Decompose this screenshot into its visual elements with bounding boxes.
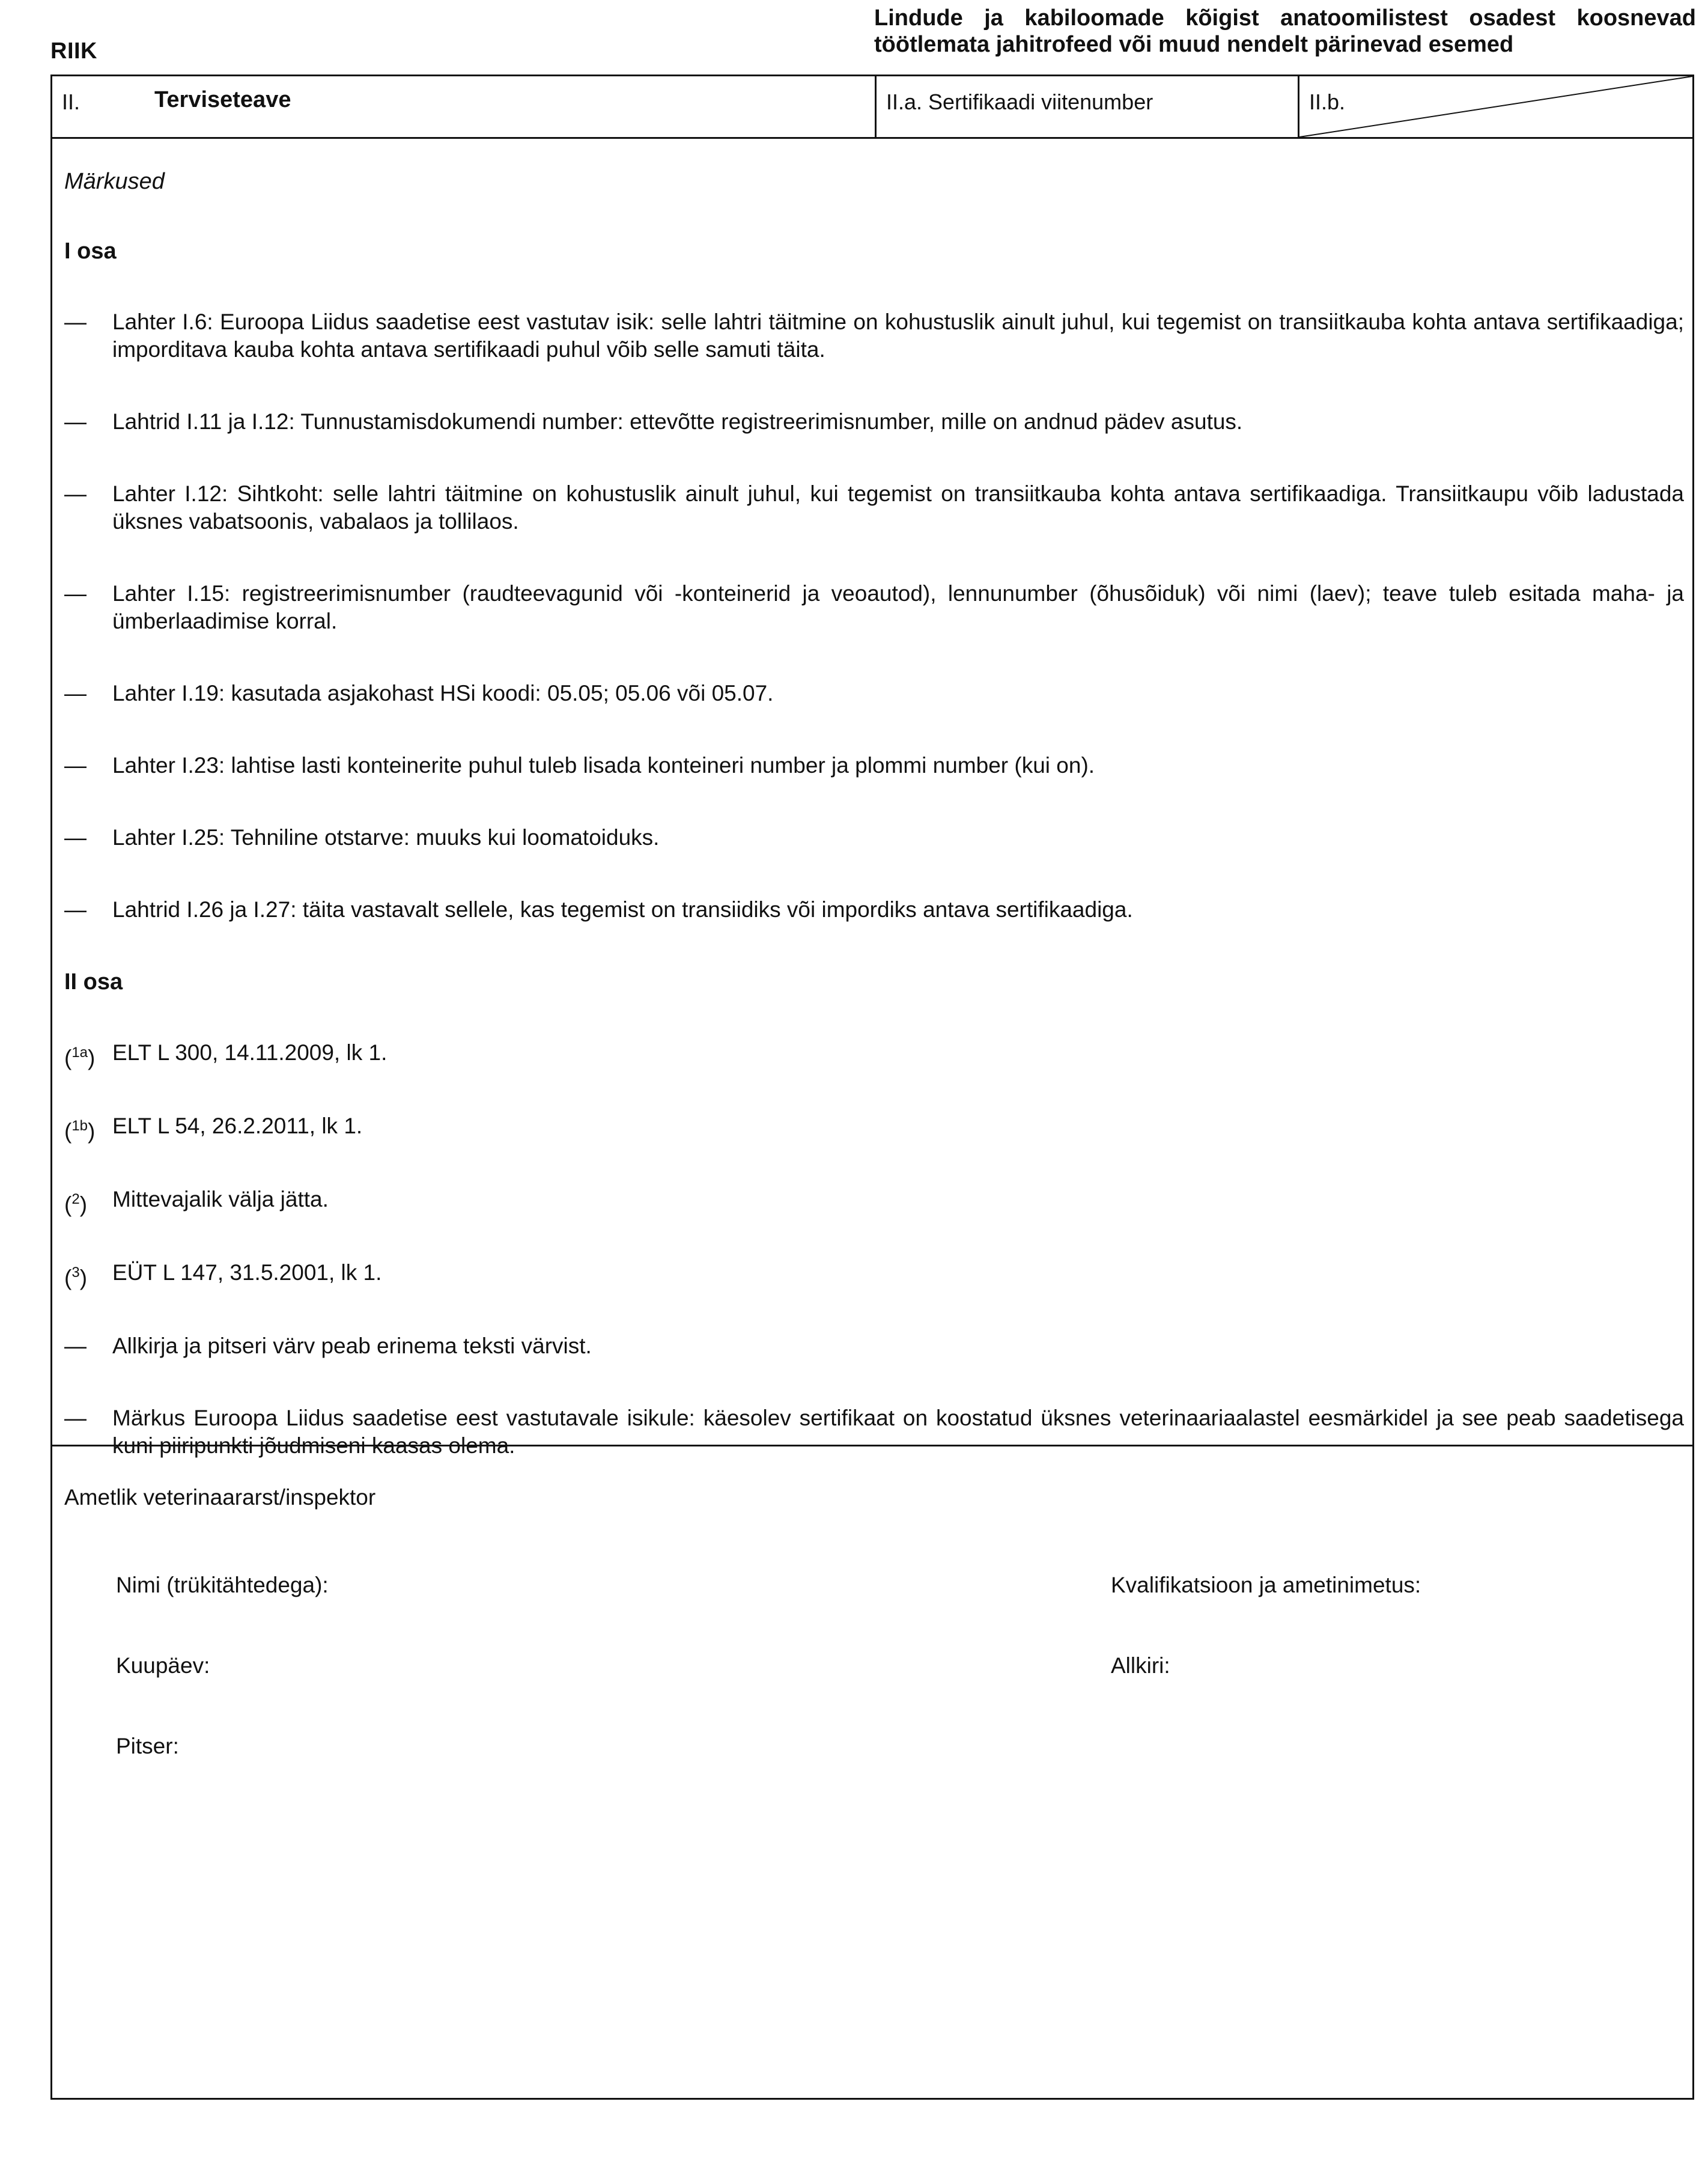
form-header-row: [52, 76, 1692, 139]
note-text: Lahter I.6: Euroopa Liidus saadetise eest vastutav isik: selle lahtri täitmine on kohustuslik ainult juhul, kui tegemist on transiitkauba kohta antava sertifikaadiga; imporditava kauba kohta antava sertifikaadi puhul võib selle samuti täita.: [112, 309, 1684, 362]
box-b-cell: [1299, 76, 1692, 137]
footnote: [64, 1039, 1684, 1070]
list-item: [64, 580, 1684, 635]
section-title: Terviseteave: [154, 87, 291, 112]
footnote: [64, 1259, 1684, 1290]
list-item: [64, 1332, 1684, 1360]
footnote-mark: ($^2$): [64, 1191, 88, 1217]
official-veterinarian-label: Ametlik veterinaararst/inspektor: [64, 1485, 376, 1510]
section-number: II.: [62, 90, 81, 114]
footnote-text: Mittevajalik välja jätta.: [112, 1187, 329, 1212]
footnote-text: ELT L 300, 14.11.2009, lk 1.: [112, 1040, 387, 1065]
note-text: Lahter I.23: lahtise lasti konteinerite puhul tuleb lisada konteineri number ja plommi number (kui on).: [112, 753, 1095, 778]
dash-mark: —: [64, 581, 87, 606]
notes-title: Märkused: [64, 169, 165, 194]
list-item: [64, 680, 1684, 707]
date-field-label: Kuupäev:: [116, 1653, 210, 1678]
diagonal-line: [1299, 76, 1692, 137]
stamp-field-label: Pitser:: [116, 1734, 179, 1758]
notes-body: [64, 237, 1684, 1504]
box-b-label: II.b.: [1309, 90, 1346, 114]
signature-section: [52, 1446, 1692, 2098]
dash-mark: —: [64, 681, 87, 706]
dash-mark: —: [64, 1406, 87, 1430]
certificate-title: Lindude ja kabiloomade kõigist anatoomilistest osadest koosnevad töötlemata jahitrofeed või muud nendelt pärinevad esemed: [874, 5, 1696, 57]
footnote-number: 2: [71, 1191, 80, 1207]
note-text: Lahter I.15: registreerimisnumber (raudteevagunid või -konteinerid ja veoautod), lennunumber (õhusõiduk) või nimi (laev); teave tuleb esitada maha- ja ümberlaadimise korral.: [112, 581, 1684, 633]
list-item: [64, 480, 1684, 535]
dash-mark: —: [64, 825, 87, 850]
list-item: [64, 308, 1684, 364]
dash-mark: —: [64, 753, 87, 778]
footnote-text: ELT L 54, 26.2.2011, lk 1.: [112, 1114, 363, 1138]
list-item: [64, 408, 1684, 436]
name-field-label: Nimi (trükitähtedega):: [116, 1573, 329, 1597]
footnote-text: EÜT L 147, 31.5.2001, lk 1.: [112, 1260, 382, 1285]
footnote-mark: ($^{1a}$): [64, 1044, 96, 1070]
qualification-field-label: Kvalifikatsioon ja ametinimetus:: [1111, 1573, 1421, 1597]
dash-mark: —: [64, 309, 87, 334]
footnote-mark: ($^{1b}$): [64, 1118, 96, 1144]
dash-mark: —: [64, 897, 87, 922]
footnote-number: 1a: [71, 1044, 88, 1061]
form-frame: [50, 75, 1694, 2100]
part1-heading: I osa: [64, 239, 117, 264]
list-item: [64, 896, 1684, 924]
reference-number-cell: [877, 76, 1299, 137]
reference-number-label: II.a. Sertifikaadi viitenumber: [886, 90, 1153, 114]
note-text: Märkus Euroopa Liidus saadetise eest vastutavale isikule: käesolev sertifikaat on koostatud üksnes veterinaariaalastel eesmärkidel ja see peab saadetisega kuni piiripunkti jõudmiseni kaasas olema.: [112, 1406, 1684, 1458]
footnote-mark: ($^3$): [64, 1264, 88, 1290]
footnote: [64, 1186, 1684, 1217]
dash-mark: —: [64, 1333, 87, 1358]
footnote: [64, 1112, 1684, 1144]
dash-mark: —: [64, 409, 87, 434]
list-item: [64, 824, 1684, 852]
footnote-number: 3: [71, 1264, 80, 1281]
note-text: Lahtrid I.11 ja I.12: Tunnustamisdokumendi number: ettevõtte registreerimisnumber, mille on andnud pädev asutus.: [112, 409, 1243, 434]
section-title-cell: [52, 76, 877, 137]
note-text: Lahter I.25: Tehniline otstarve: muuks kui loomatoiduks.: [112, 825, 660, 850]
notes-section: [52, 139, 1692, 1458]
note-text: Lahtrid I.26 ja I.27: täita vastavalt sellele, kas tegemist on transiidiks või impordiks antava sertifikaadiga.: [112, 897, 1133, 922]
country-label: RIIK: [50, 38, 97, 64]
note-text: Lahter I.19: kasutada asjakohast HSi koodi: 05.05; 05.06 või 05.07.: [112, 681, 774, 706]
note-text: Allkirja ja pitseri värv peab erinema teksti värvist.: [112, 1333, 592, 1358]
part2-heading: II osa: [64, 969, 123, 995]
signature-field-label: Allkiri:: [1111, 1653, 1170, 1678]
note-text: Lahter I.12: Sihtkoht: selle lahtri täitmine on kohustuslik ainult juhul, kui tegemist on transiitkauba kohta antava sertifikaadiga. Transiitkaupu võib ladustada üksnes vabatsoonis, vabalaos ja tollilaos.: [112, 481, 1684, 534]
dash-mark: —: [64, 481, 87, 506]
footnote-number: 1b: [71, 1118, 88, 1134]
list-item: [64, 752, 1684, 779]
